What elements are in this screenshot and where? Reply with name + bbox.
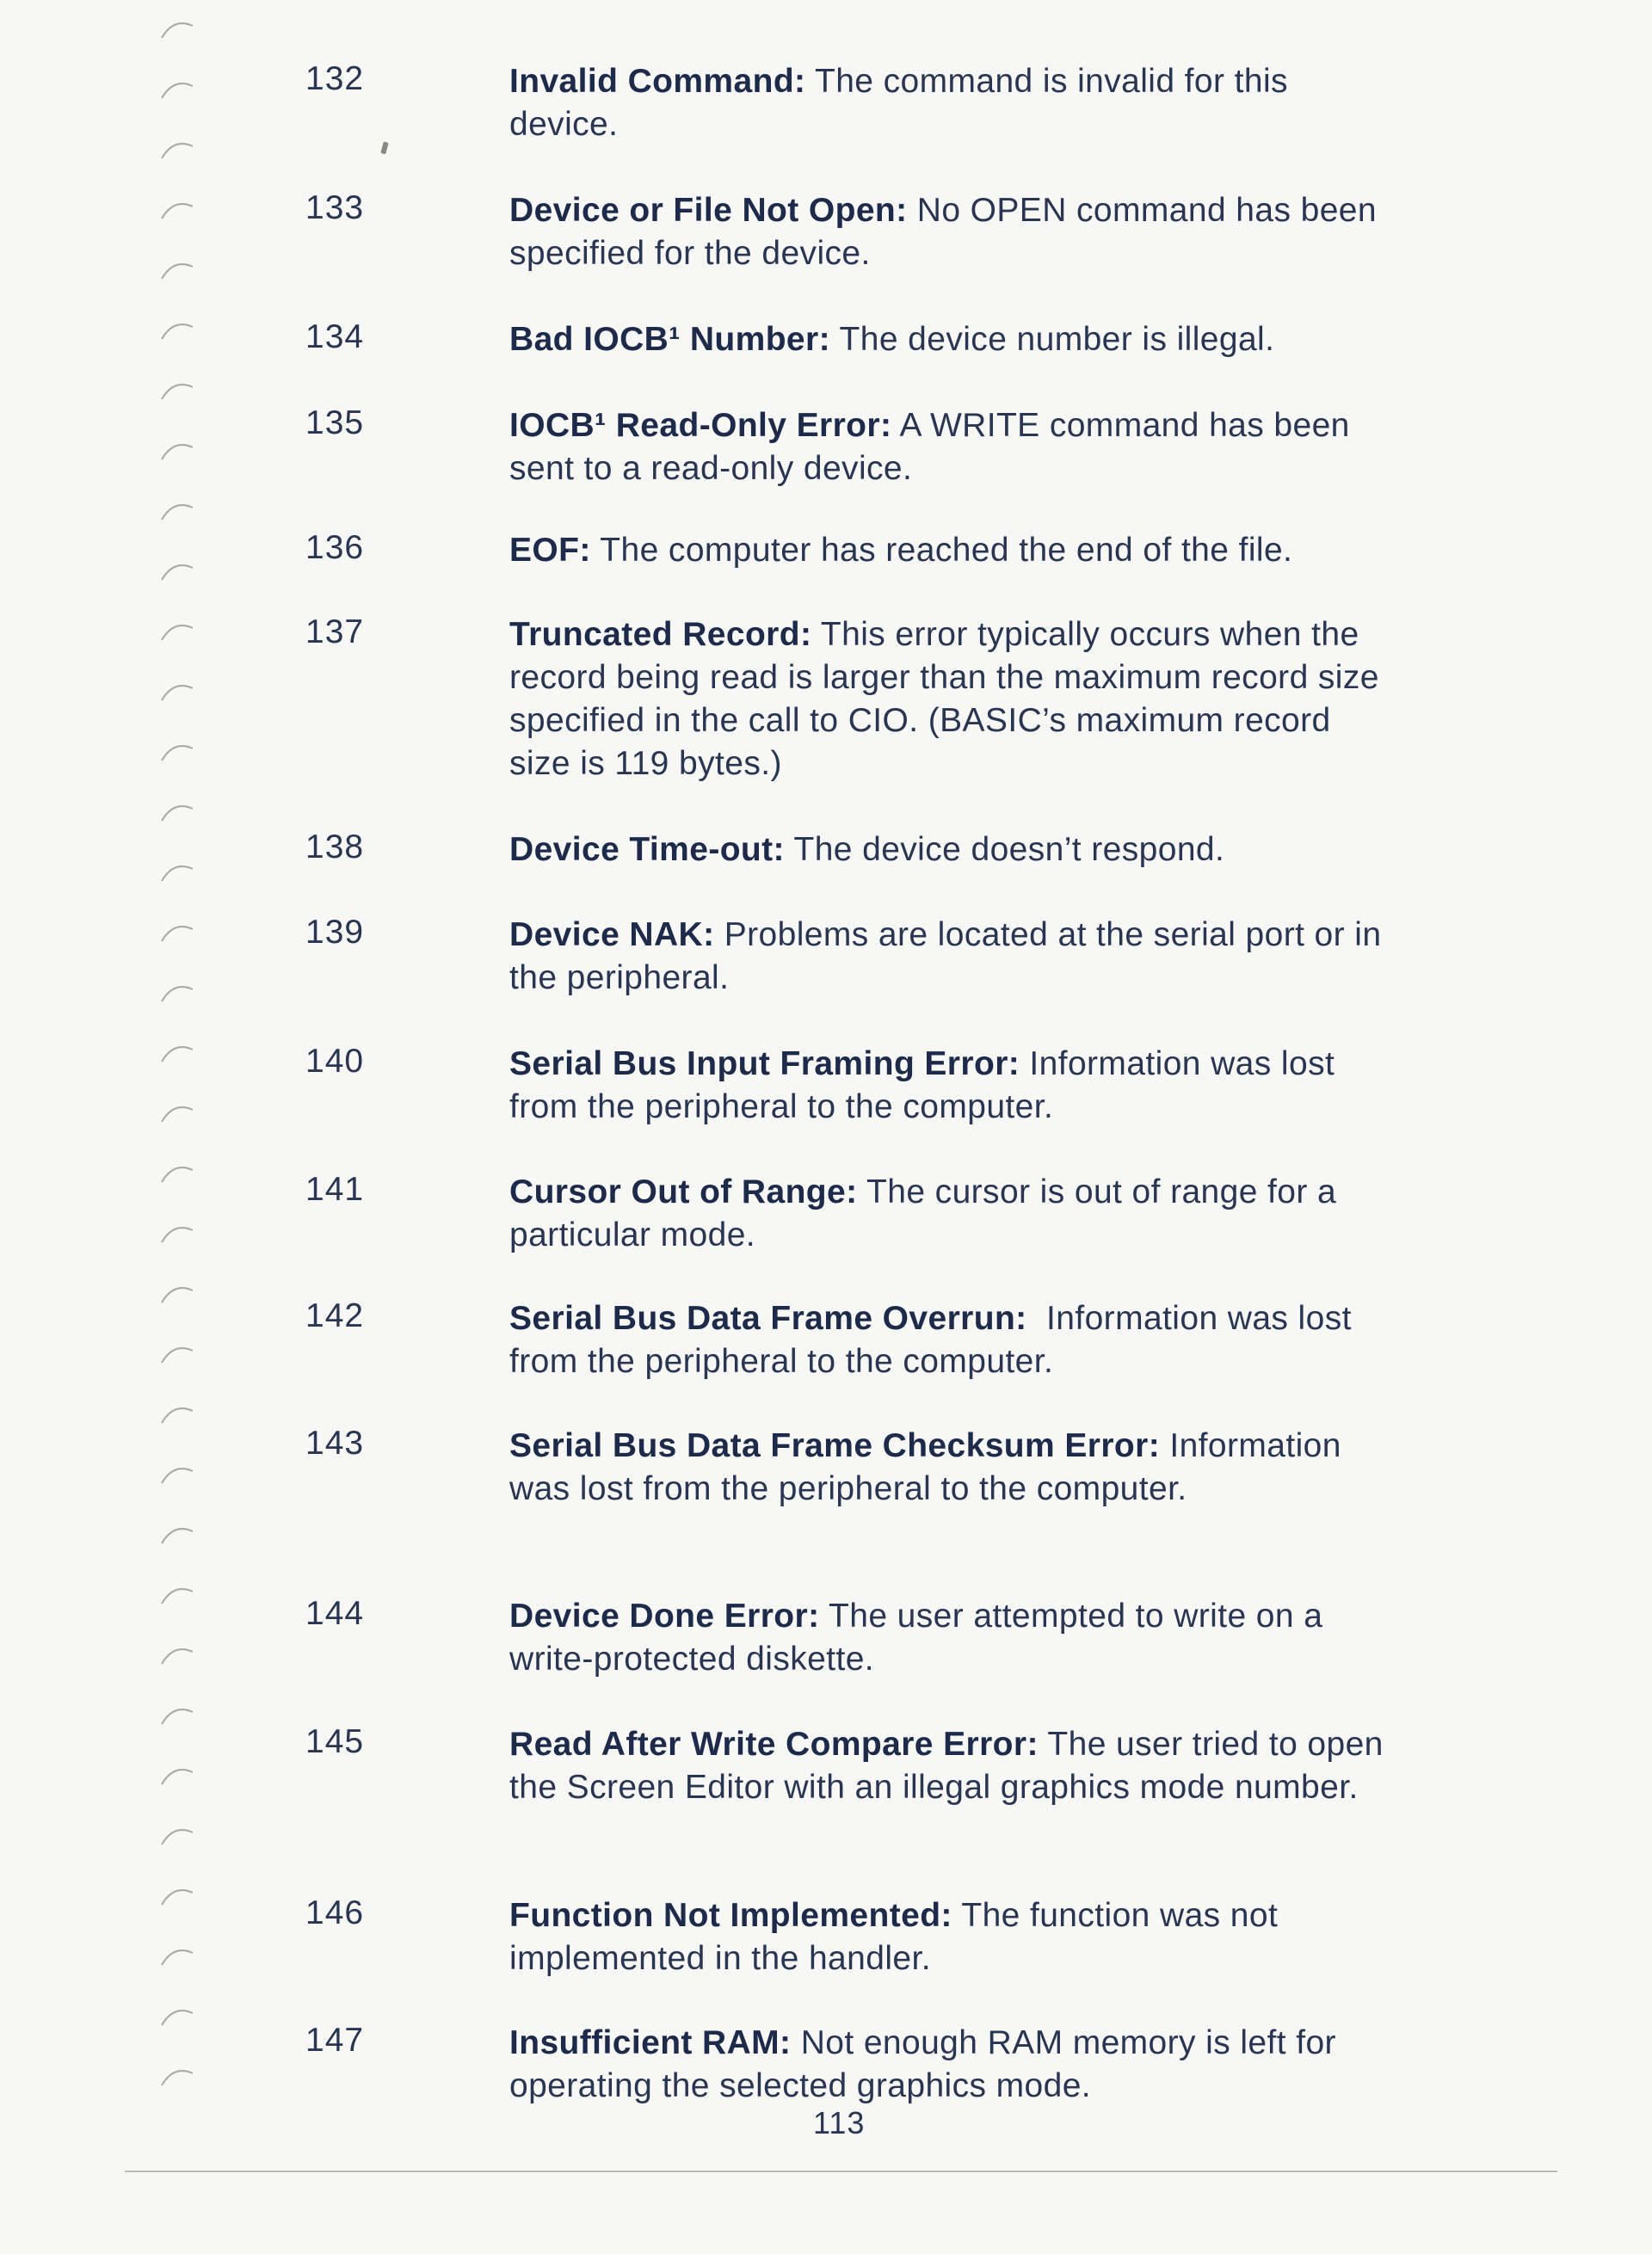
error-description (509, 1894, 1387, 1980)
error-description (509, 1043, 1387, 1129)
error-text: Information was lost from the peripheral to the computer. (509, 1045, 1335, 1125)
error-code: 133 (305, 189, 365, 226)
error-text: The device doesn’t respond. (784, 831, 1225, 868)
error-term: IOCB¹ Read-Only Error: (509, 407, 892, 444)
error-term: Read After Write Compare Error: (509, 1726, 1039, 1763)
error-text: The user tried to open the Screen Editor with an illegal graphics mode number. (509, 1726, 1384, 1806)
error-text: The computer has reached the end of the file. (590, 532, 1293, 569)
error-description (509, 1723, 1387, 1809)
error-term: Device Done Error: (509, 1598, 820, 1635)
error-description (509, 1595, 1387, 1681)
paper-speck (380, 141, 388, 154)
error-text: The user attempted to write on a write-protected diskette. (509, 1598, 1323, 1678)
error-term: Invalid Command: (509, 63, 806, 100)
error-term: Function Not Implemented: (509, 1897, 952, 1934)
error-text: The function was not implemented in the handler. (509, 1897, 1279, 1977)
error-term: Cursor Out of Range: (509, 1173, 858, 1210)
error-term: Insufficient RAM: (509, 2024, 792, 2061)
error-description (509, 318, 1387, 361)
error-text: This error typically occurs when the record being read is larger than the maximum record size specified in the call to CIO. (BASIC’s maximum record size is 119 bytes.) (509, 616, 1379, 782)
error-code: 135 (305, 404, 365, 441)
error-term: Device or File Not Open: (509, 192, 908, 229)
error-text: Not enough RAM memory is left for operating the selected graphics mode. (509, 2024, 1336, 2104)
error-description (509, 404, 1387, 490)
error-code: 145 (305, 1723, 365, 1760)
error-term: Bad IOCB¹ Number: (509, 321, 830, 358)
error-description (509, 613, 1387, 785)
error-description (509, 529, 1387, 572)
spiral-binding-holes (155, 0, 215, 2151)
error-term: Device Time-out: (509, 831, 785, 868)
error-code: 138 (305, 828, 365, 865)
error-text: The device number is illegal. (829, 321, 1275, 358)
error-text: The cursor is out of range for a particular mode. (509, 1173, 1337, 1253)
error-term: Device NAK: (509, 916, 715, 953)
error-term: Serial Bus Input Framing Error: (509, 1045, 1020, 1082)
error-code: 137 (305, 613, 365, 650)
error-description (509, 914, 1387, 1000)
error-text: The command is invalid for this device. (509, 63, 1288, 143)
error-text: Information was lost from the peripheral to the computer. (509, 1300, 1362, 1380)
error-description (509, 828, 1387, 871)
error-description (509, 2022, 1387, 2108)
error-description (509, 60, 1387, 146)
error-text: Information was lost from the peripheral to the computer. (509, 1427, 1341, 1507)
error-code: 142 (305, 1297, 365, 1334)
error-code: 147 (305, 2022, 365, 2059)
error-text: No OPEN command has been specified for the device. (509, 192, 1377, 272)
error-term: EOF: (509, 532, 591, 569)
error-term: Truncated Record: (509, 616, 812, 653)
error-term: Serial Bus Data Frame Overrun: (509, 1300, 1027, 1337)
error-description (509, 189, 1387, 275)
error-code: 143 (305, 1425, 365, 1462)
page-number: 113 (813, 2105, 866, 2140)
error-code: 132 (305, 60, 365, 97)
error-code: 136 (305, 529, 365, 566)
error-code: 141 (305, 1171, 365, 1208)
error-code: 140 (305, 1043, 365, 1080)
error-description (509, 1425, 1387, 1511)
error-description (509, 1297, 1387, 1383)
error-code: 139 (305, 914, 365, 951)
error-code: 144 (305, 1595, 365, 1632)
error-description (509, 1171, 1387, 1257)
error-text: Problems are located at the serial port or in the peripheral. (509, 916, 1382, 996)
error-code: 134 (305, 318, 365, 355)
error-term: Serial Bus Data Frame Checksum Error: (509, 1427, 1161, 1464)
page-bottom-rule (125, 2171, 1557, 2172)
error-text: A WRITE command has been sent to a read-only device. (509, 407, 1350, 487)
error-code: 146 (305, 1894, 365, 1931)
